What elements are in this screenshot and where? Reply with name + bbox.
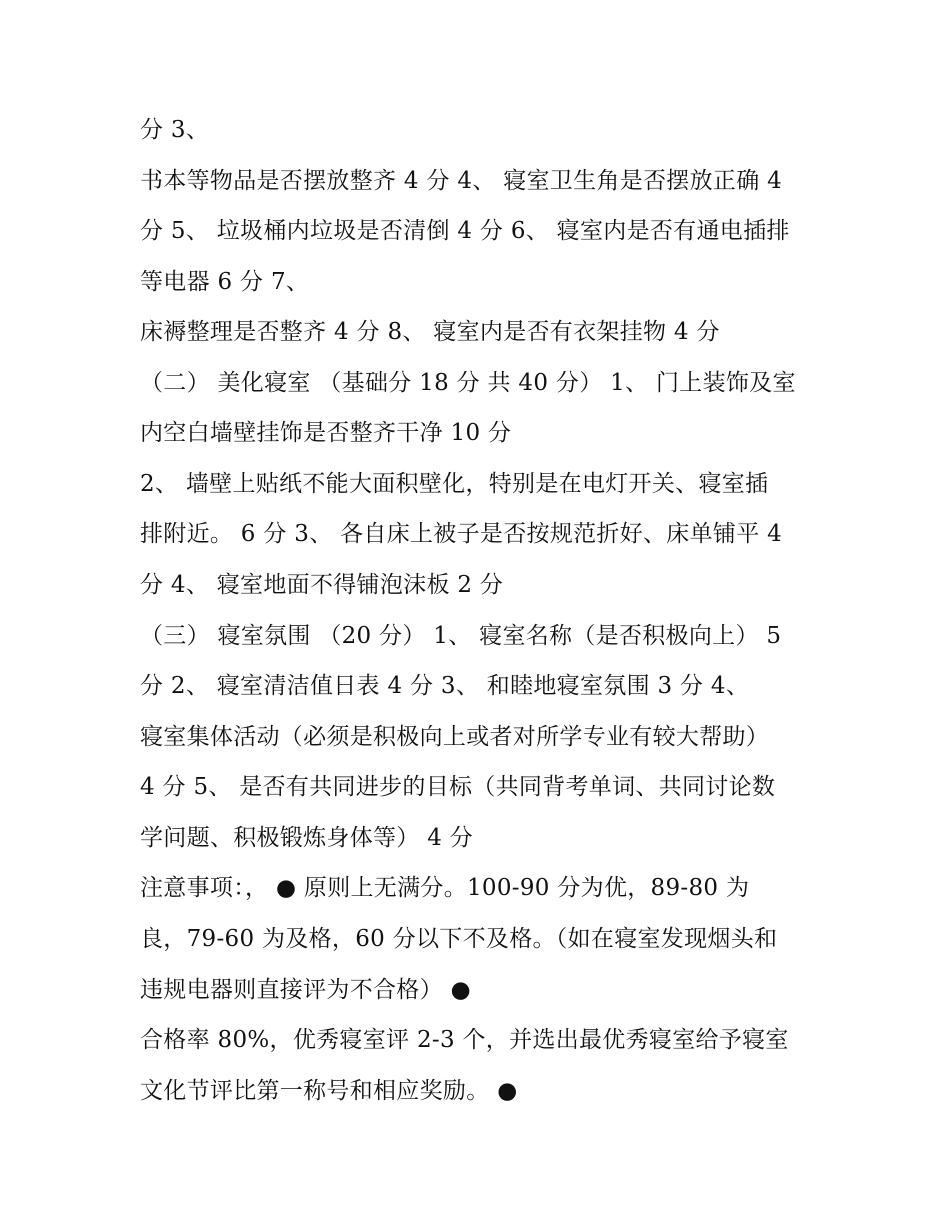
text-line: 2、 墙壁上贴纸不能大面积壁化，特别是在电灯开关、寝室插 xyxy=(140,471,769,497)
text-line: 学问题、积极锻炼身体等） 4 分 xyxy=(140,825,474,851)
text-line: 分 3、 xyxy=(140,117,210,143)
text-line: 4 分 5、 是否有共同进步的目标（共同背考单词、共同讨论数 xyxy=(140,774,776,800)
text-line: 等电器 6 分 7、 xyxy=(140,269,310,295)
text-line: 分 4、 寝室地面不得铺泡沫板 2 分 xyxy=(140,572,504,598)
section-heading-line: （三） 寝室氛围 （20 分） 1、 寝室名称（是否积极向上） 5 xyxy=(140,623,782,649)
text-line: 分 2、 寝室清洁值日表 4 分 3、 和睦地寝室氛围 3 分 4、 xyxy=(140,673,750,699)
notes-line: 违规电器则直接评为不合格） ● xyxy=(140,977,471,1003)
notes-line: 文化节评比第一称号和相应奖励。 ● xyxy=(140,1078,518,1104)
text-line: 书本等物品是否摆放整齐 4 分 4、 寝室卫生角是否摆放正确 4 xyxy=(140,168,783,194)
notes-line: 合格率 80%，优秀寝室评 2-3 个，并选出最优秀寝室给予寝室 xyxy=(140,1027,789,1053)
text-line: 寝室集体活动（必须是积极向上或者对所学专业有较大帮助） xyxy=(140,724,770,750)
section-heading-line: （二） 美化寝室 （基础分 18 分 共 40 分） 1、 门上装饰及室 xyxy=(140,370,796,396)
text-line: 床褥整理是否整齐 4 分 8、 寝室内是否有衣架挂物 4 分 xyxy=(140,319,720,345)
text-line: 排附近。 6 分 3、 各自床上被子是否按规范折好、床单铺平 4 xyxy=(140,521,783,547)
text-line: 分 5、 垃圾桶内垃圾是否清倒 4 分 6、 寝室内是否有通电插排 xyxy=(140,218,790,244)
notes-line: 良，79-60 为及格，60 分以下不及格。（如在寝室发现烟头和 xyxy=(140,926,778,952)
text-line: 内空白墙壁挂饰是否整齐干净 10 分 xyxy=(140,420,512,446)
notes-line: 注意事项：， ● 原则上无满分。100-90 分为优，89-80 为 xyxy=(140,875,750,901)
